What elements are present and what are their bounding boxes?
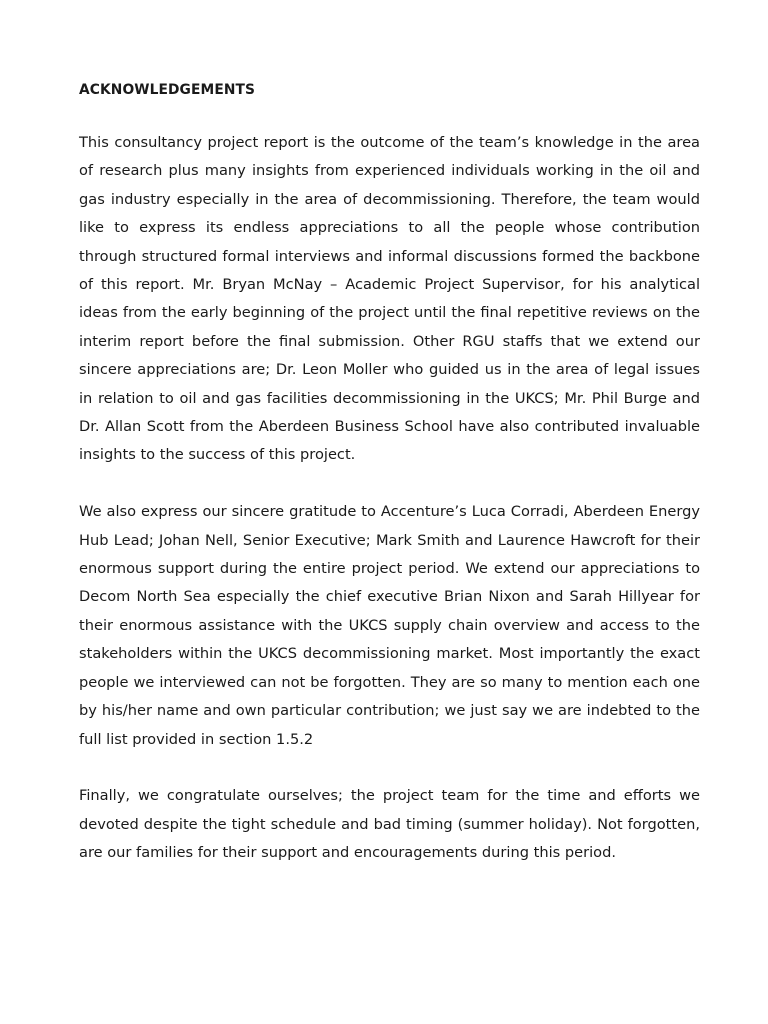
paragraph-closing: Finally, we congratulate ourselves; the project team for the time and efforts we devoted despite the tight schedule and bad timing (summer holiday). Not forgotten, are our families for their support and encouragements during this period. <box>79 787 700 862</box>
paragraph-gratitude: We also express our sincere gratitude to Accenture’s Luca Corradi, Aberdeen Energy Hub Lead; Johan Nell, Senior Executive; Mark Smith and Laurence Hawcroft for their enormous support during the entire project period. We extend our appreciations to Decom North Sea especially the chief executive Brian Nixon and Sarah Hillyear for their enormous assistance with the UKCS supply chain overview and access to the stakeholders within the UKCS decommissioning market. Most importantly the exact people we interviewed can not be forgotten. They are so many to mention each one by his/her name and own particular contribution; we just say we are indebted to the full list provided in section 1.5.2 <box>79 503 700 748</box>
document-body <box>79 79 700 896</box>
paragraph-team-knowledge: This consultancy project report is the outcome of the team’s knowledge in the area of research plus many insights from experienced individuals working in the oil and gas industry especially in the area of decommissioning. Therefore, the team would like to express its endless appreciations to all the people whose contribution through structured formal interviews and informal discussions formed the backbone of this report. Mr. Bryan McNay – Academic Project Supervisor, for his analytical ideas from the early beginning of the project until the final repetitive reviews on the interim report before the final submission. Other RGU staffs that we extend our sincere appreciations are; Dr. Leon Moller who guided us in the area of legal issues in relation to oil and gas facilities decommissioning in the UKCS; Mr. Phil Burge and Dr. Allan Scott from the Aberdeen Business School have also contributed invaluable insights to the success of this project. <box>79 134 700 464</box>
page-title: ACKNOWLEDGEMENTS <box>79 82 256 98</box>
